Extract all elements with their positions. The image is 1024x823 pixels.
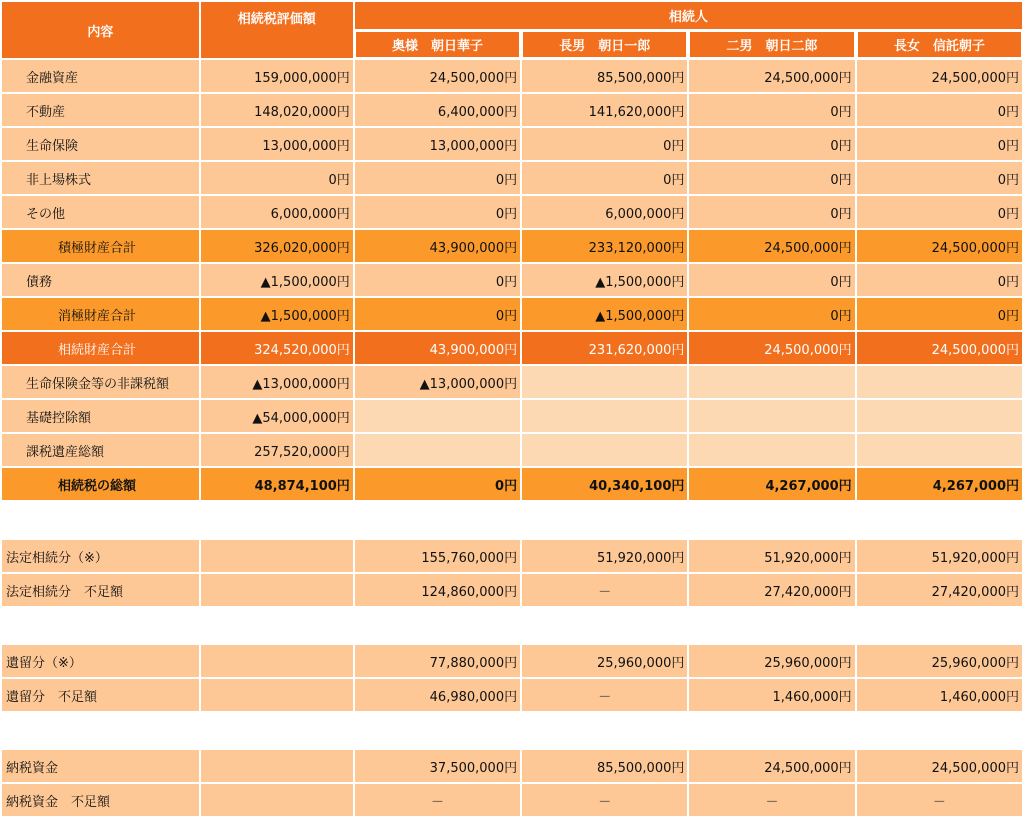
heir-value-cell: 25,960,000円 <box>689 645 854 677</box>
heir-value-cell: 0円 <box>857 196 1022 228</box>
heir-value-cell: 24,500,000円 <box>355 60 520 92</box>
heir-value-cell: 27,420,000円 <box>689 574 854 606</box>
heir-value-cell: 24,500,000円 <box>857 60 1022 92</box>
valuation-cell: 159,000,000円 <box>201 60 353 92</box>
heir-value-cell: － <box>522 574 687 606</box>
legal-share-body <box>2 540 1022 606</box>
heir-value-cell: － <box>522 784 687 816</box>
heir-value-cell: 0円 <box>857 264 1022 296</box>
valuation-cell <box>201 574 353 606</box>
heir-value-cell: ▲13,000,000円 <box>355 366 520 398</box>
heir-value-cell: 0円 <box>689 196 854 228</box>
table-row <box>2 400 1022 432</box>
heir-name-second-son: 二男 朝日二郎 <box>689 31 854 58</box>
table-row <box>2 366 1022 398</box>
heir-value-cell <box>522 400 687 432</box>
heir-value-cell: 0円 <box>355 162 520 194</box>
header-valuation: 相続税評価額 <box>201 2 353 58</box>
valuation-cell <box>201 750 353 782</box>
valuation-cell: 324,520,000円 <box>201 332 353 364</box>
valuation-cell: ▲1,500,000円 <box>201 298 353 330</box>
heir-value-cell <box>689 434 854 466</box>
row-label: 金融資産 <box>2 60 199 92</box>
table-row <box>2 540 1022 572</box>
heir-value-cell: 0円 <box>857 162 1022 194</box>
header-heirs: 相続人 <box>355 2 1022 29</box>
row-label: 生命保険金等の非課税額 <box>2 366 199 398</box>
heir-value-cell: 0円 <box>522 162 687 194</box>
heir-value-cell: 24,500,000円 <box>857 332 1022 364</box>
valuation-cell: 6,000,000円 <box>201 196 353 228</box>
heir-value-cell: 27,420,000円 <box>857 574 1022 606</box>
heir-value-cell: 141,620,000円 <box>522 94 687 126</box>
main-table-body <box>2 60 1022 500</box>
row-label: 納税資金 <box>2 750 199 782</box>
row-label: その他 <box>2 196 199 228</box>
table-row <box>2 196 1022 228</box>
heir-value-cell: 40,340,100円 <box>522 468 687 500</box>
heir-value-cell: 0円 <box>355 264 520 296</box>
heir-value-cell: 0円 <box>689 94 854 126</box>
heir-value-cell: 24,500,000円 <box>857 230 1022 262</box>
table-row <box>2 60 1022 92</box>
header-content: 内容 <box>2 2 199 58</box>
heir-value-cell: 4,267,000円 <box>689 468 854 500</box>
heir-value-cell: 24,500,000円 <box>857 750 1022 782</box>
heir-value-cell: 0円 <box>355 468 520 500</box>
row-label: 非上場株式 <box>2 162 199 194</box>
heir-name-wife: 奥様 朝日華子 <box>355 31 520 58</box>
heir-value-cell: 77,880,000円 <box>355 645 520 677</box>
heir-value-cell: － <box>522 679 687 711</box>
heir-value-cell: 0円 <box>689 264 854 296</box>
heir-value-cell: 43,900,000円 <box>355 230 520 262</box>
heir-value-cell: 51,920,000円 <box>857 540 1022 572</box>
heir-value-cell: 233,120,000円 <box>522 230 687 262</box>
heir-value-cell: 24,500,000円 <box>689 750 854 782</box>
heir-value-cell <box>522 366 687 398</box>
table-row <box>2 94 1022 126</box>
heir-name-eldest-daughter: 長女 信託朝子 <box>857 31 1022 58</box>
heir-value-cell: 85,500,000円 <box>522 750 687 782</box>
heir-value-cell: 13,000,000円 <box>355 128 520 160</box>
heir-value-cell <box>689 366 854 398</box>
row-label: 納税資金 不足額 <box>2 784 199 816</box>
heir-value-cell <box>857 434 1022 466</box>
reserved-share-body <box>2 645 1022 711</box>
valuation-cell: 13,000,000円 <box>201 128 353 160</box>
table-row <box>2 162 1022 194</box>
heir-value-cell: 0円 <box>689 162 854 194</box>
tax-funds-body <box>2 750 1022 816</box>
row-label: 法定相続分（※） <box>2 540 199 572</box>
row-label: 課税遺産総額 <box>2 434 199 466</box>
heir-value-cell: 4,267,000円 <box>857 468 1022 500</box>
row-label: 生命保険 <box>2 128 199 160</box>
heir-value-cell: － <box>857 784 1022 816</box>
heir-value-cell: 24,500,000円 <box>689 332 854 364</box>
heir-value-cell: 24,500,000円 <box>689 60 854 92</box>
heir-value-cell: 1,460,000円 <box>857 679 1022 711</box>
heir-value-cell <box>857 400 1022 432</box>
heir-value-cell: 46,980,000円 <box>355 679 520 711</box>
heir-value-cell: 0円 <box>522 128 687 160</box>
valuation-cell <box>201 679 353 711</box>
row-label: 法定相続分 不足額 <box>2 574 199 606</box>
valuation-cell: 0円 <box>201 162 353 194</box>
reserved-share-table <box>0 643 1024 713</box>
heir-value-cell <box>689 400 854 432</box>
heir-value-cell: 231,620,000円 <box>522 332 687 364</box>
heir-value-cell: 51,920,000円 <box>522 540 687 572</box>
row-label: 消極財産合計 <box>2 298 199 330</box>
heir-value-cell: 0円 <box>689 128 854 160</box>
row-label: 遺留分 不足額 <box>2 679 199 711</box>
heir-value-cell: 25,960,000円 <box>857 645 1022 677</box>
heir-value-cell: 85,500,000円 <box>522 60 687 92</box>
heir-value-cell <box>857 366 1022 398</box>
heir-value-cell: ▲1,500,000円 <box>522 298 687 330</box>
row-label: 債務 <box>2 264 199 296</box>
valuation-cell <box>201 784 353 816</box>
table-row <box>2 679 1022 711</box>
table-row <box>2 645 1022 677</box>
row-label: 積極財産合計 <box>2 230 199 262</box>
heir-value-cell: 155,760,000円 <box>355 540 520 572</box>
heir-value-cell: 24,500,000円 <box>689 230 854 262</box>
heir-value-cell: 0円 <box>355 298 520 330</box>
row-label: 相続財産合計 <box>2 332 199 364</box>
row-label: 遺留分（※） <box>2 645 199 677</box>
valuation-cell: 326,020,000円 <box>201 230 353 262</box>
heir-value-cell: 25,960,000円 <box>522 645 687 677</box>
heir-value-cell: 0円 <box>857 94 1022 126</box>
table-row <box>2 298 1022 330</box>
heir-value-cell: 0円 <box>857 298 1022 330</box>
heir-value-cell: 0円 <box>857 128 1022 160</box>
heir-value-cell: － <box>689 784 854 816</box>
row-label: 不動産 <box>2 94 199 126</box>
table-row <box>2 332 1022 364</box>
heir-value-cell <box>355 434 520 466</box>
row-label: 相続税の総額 <box>2 468 199 500</box>
valuation-cell: ▲54,000,000円 <box>201 400 353 432</box>
heir-value-cell: 51,920,000円 <box>689 540 854 572</box>
table-row <box>2 264 1022 296</box>
valuation-cell: ▲1,500,000円 <box>201 264 353 296</box>
heir-value-cell: 37,500,000円 <box>355 750 520 782</box>
row-label: 基礎控除額 <box>2 400 199 432</box>
valuation-cell <box>201 645 353 677</box>
heir-value-cell: － <box>355 784 520 816</box>
heir-value-cell: 1,460,000円 <box>689 679 854 711</box>
table-row <box>2 230 1022 262</box>
table-row <box>2 784 1022 816</box>
table-row <box>2 468 1022 500</box>
valuation-cell <box>201 540 353 572</box>
heir-value-cell: 0円 <box>689 298 854 330</box>
table-row <box>2 128 1022 160</box>
heir-value-cell <box>522 434 687 466</box>
valuation-cell: 148,020,000円 <box>201 94 353 126</box>
heir-value-cell: 6,400,000円 <box>355 94 520 126</box>
heir-value-cell <box>355 400 520 432</box>
heir-value-cell: 0円 <box>355 196 520 228</box>
valuation-cell: ▲13,000,000円 <box>201 366 353 398</box>
table-row <box>2 574 1022 606</box>
tax-funds-table <box>0 748 1024 818</box>
heir-value-cell: ▲1,500,000円 <box>522 264 687 296</box>
heir-value-cell: 6,000,000円 <box>522 196 687 228</box>
valuation-cell: 257,520,000円 <box>201 434 353 466</box>
valuation-cell: 48,874,100円 <box>201 468 353 500</box>
table-row <box>2 750 1022 782</box>
legal-share-table <box>0 538 1024 608</box>
heir-value-cell: 43,900,000円 <box>355 332 520 364</box>
table-row <box>2 434 1022 466</box>
heir-name-eldest-son: 長男 朝日一郎 <box>522 31 687 58</box>
heir-value-cell: 124,860,000円 <box>355 574 520 606</box>
